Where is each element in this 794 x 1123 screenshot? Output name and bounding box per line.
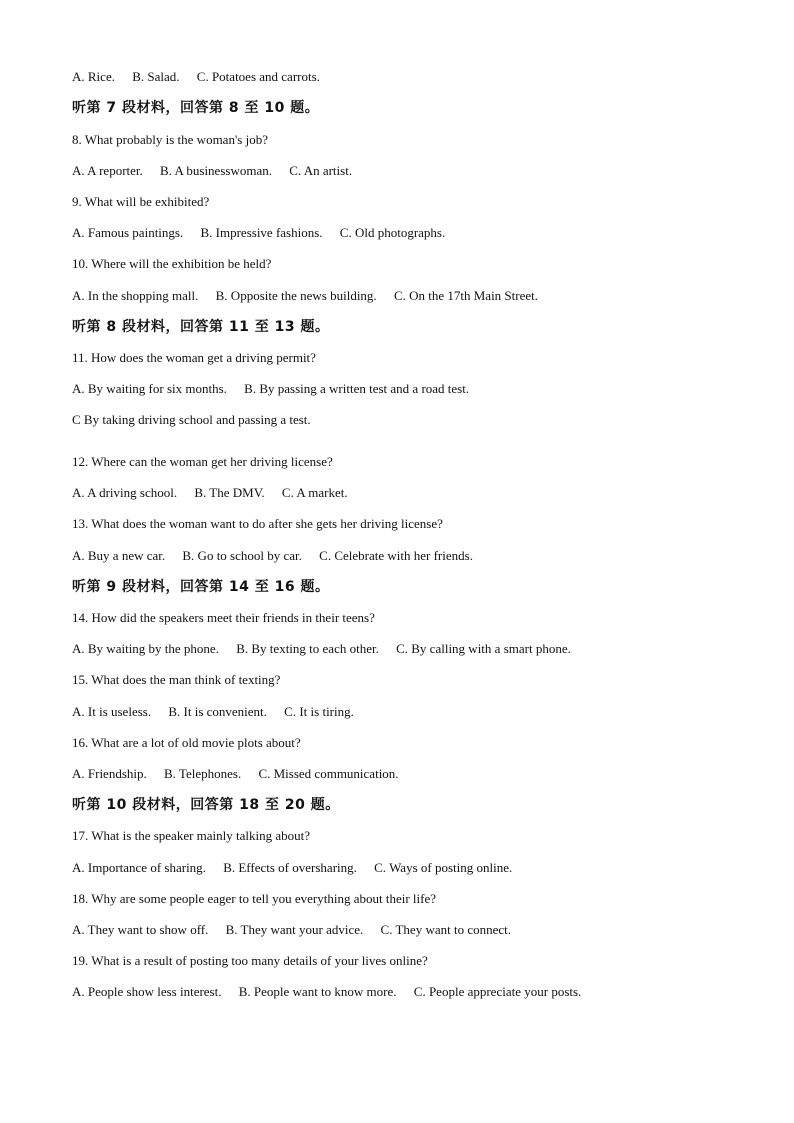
q11-option-a: A. By waiting for six months. [72, 381, 227, 396]
q19-option-b: B. People want to know more. [238, 984, 397, 999]
q10-option-c: C. On the 17th Main Street. [393, 288, 539, 303]
q18-option-b: B. They want your advice. [225, 922, 364, 937]
q11-option-c: C By taking driving school and passing a test. [72, 412, 311, 427]
q14-option-b: B. By texting to each other. [236, 641, 379, 656]
q15-options [72, 704, 354, 720]
q9-option-c: C. Old photographs. [339, 225, 446, 240]
q9-options [72, 225, 445, 241]
q19-option-c: C. People appreciate your posts. [413, 984, 582, 999]
q7-option-c: C. Potatoes and carrots. [196, 69, 320, 84]
q18-question: 18. Why are some people eager to tell you everything about their life? [72, 891, 436, 906]
q19-question: 19. What is a result of posting too many details of your lives online? [72, 953, 428, 968]
q9-question: 9. What will be exhibited? [72, 194, 210, 209]
q16-question: 16. What are a lot of old movie plots about? [72, 735, 301, 750]
q11-question: 11. How does the woman get a driving permit? [72, 350, 316, 365]
q7-options [72, 69, 320, 85]
q14-options [72, 641, 571, 657]
q10-option-b: B. Opposite the news building. [215, 288, 377, 303]
q11-option-b: B. By passing a written test and a road test. [244, 381, 470, 396]
q7-option-b: B. Salad. [132, 69, 180, 84]
q19-options [72, 984, 581, 1000]
q9-option-a: A. Famous paintings. [72, 225, 184, 240]
q12-question: 12. Where can the woman get her driving license? [72, 454, 333, 469]
q17-options [72, 860, 512, 876]
q12-options [72, 485, 348, 501]
q16-option-a: A. Friendship. [72, 766, 147, 781]
q15-option-c: C. It is tiring. [284, 704, 354, 719]
q7-option-a: A. Rice. [72, 69, 115, 84]
q19-option-a: A. People show less interest. [72, 984, 222, 999]
q18-option-a: A. They want to show off. [72, 922, 209, 937]
q11-options [72, 381, 469, 397]
q8-option-a: A. A reporter. [72, 163, 143, 178]
q13-option-c: C. Celebrate with her friends. [319, 548, 473, 563]
q14-option-a: A. By waiting by the phone. [72, 641, 219, 656]
q17-option-c: C. Ways of posting online. [374, 860, 513, 875]
q12-option-a: A. A driving school. [72, 485, 178, 500]
q14-option-c: C. By calling with a smart phone. [396, 641, 571, 656]
q13-option-b: B. Go to school by car. [182, 548, 302, 563]
q12-option-b: B. The DMV. [194, 485, 265, 500]
q10-options [72, 288, 538, 304]
q13-option-a: A. Buy a new car. [72, 548, 166, 563]
q8-question: 8. What probably is the woman's job? [72, 132, 268, 147]
q18-options [72, 922, 511, 938]
q16-option-c: C. Missed communication. [258, 766, 399, 781]
q14-question: 14. How did the speakers meet their friends in their teens? [72, 610, 375, 625]
section10-heading: 听第 10 段材料，回答第 18 至 20 题。 [72, 797, 340, 813]
q15-option-b: B. It is convenient. [168, 704, 267, 719]
q16-options [72, 766, 399, 782]
q13-question: 13. What does the woman want to do after she gets her driving license? [72, 516, 443, 531]
q9-option-b: B. Impressive fashions. [200, 225, 323, 240]
q8-option-b: B. A businesswoman. [160, 163, 272, 178]
q15-question: 15. What does the man think of texting? [72, 672, 281, 687]
q13-options [72, 548, 473, 564]
q15-option-a: A. It is useless. [72, 704, 152, 719]
q8-option-c: C. An artist. [289, 163, 353, 178]
q17-option-a: A. Importance of sharing. [72, 860, 206, 875]
q18-option-c: C. They want to connect. [380, 922, 511, 937]
q16-option-b: B. Telephones. [164, 766, 242, 781]
q10-question: 10. Where will the exhibition be held? [72, 256, 272, 271]
section7-heading: 听第 7 段材料，回答第 8 至 10 题。 [72, 100, 320, 116]
section8-heading: 听第 8 段材料，回答第 11 至 13 题。 [72, 319, 330, 335]
section9-heading: 听第 9 段材料，回答第 14 至 16 题。 [72, 579, 330, 595]
q10-option-a: A. In the shopping mall. [72, 288, 199, 303]
q8-options [72, 163, 352, 179]
q12-option-c: C. A market. [281, 485, 348, 500]
q17-option-b: B. Effects of oversharing. [223, 860, 357, 875]
q17-question: 17. What is the speaker mainly talking about? [72, 828, 311, 843]
